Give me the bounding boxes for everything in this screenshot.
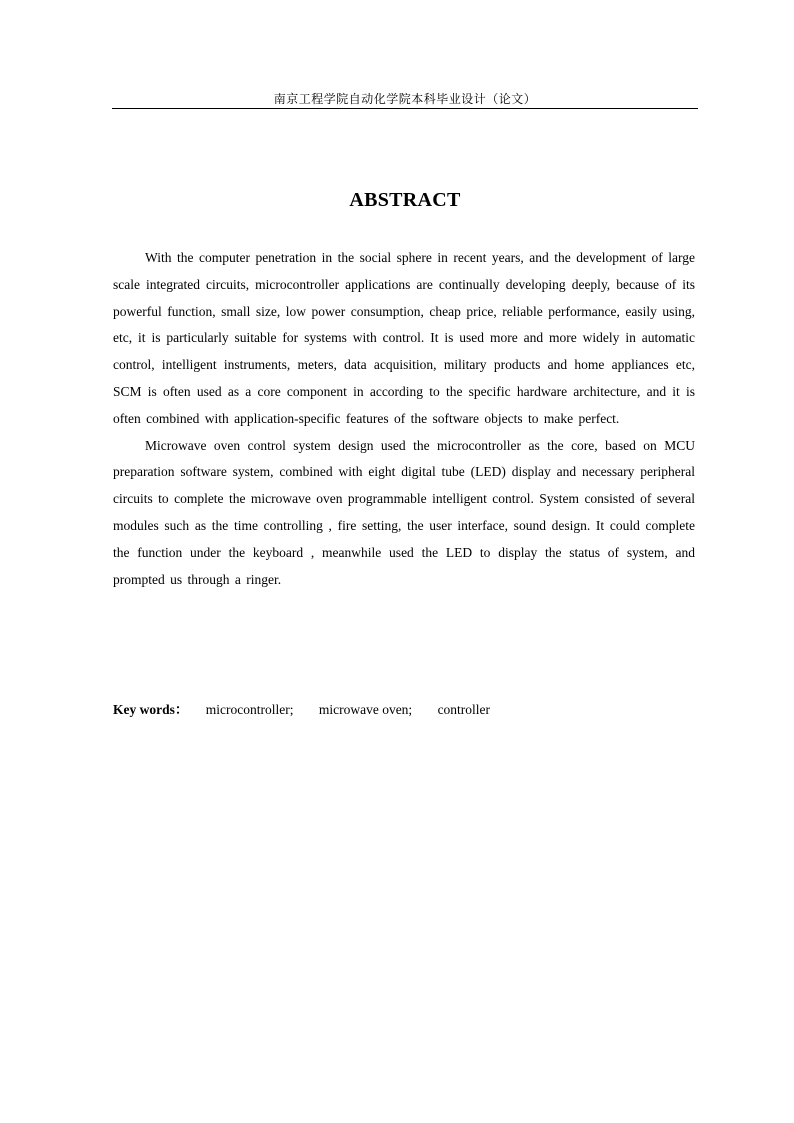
keywords-line xyxy=(113,698,695,722)
abstract-body xyxy=(113,245,695,593)
running-header: 南京工程学院自动化学院本科毕业设计（论文） xyxy=(273,92,537,106)
keyword: microwave oven; xyxy=(318,702,413,717)
keywords-label: Key words： xyxy=(113,702,189,717)
header-divider xyxy=(112,108,698,109)
abstract-paragraph: Microwave oven control system design used the microcontroller as the core, based on MCU preparation software system, combined with eight digital tube (LED) display and necessary peripheral circuits to complete the microwave oven programmable intelligent control. System consisted of several modules such as the time controlling , fire setting, the user interface, sound design. It could complete the function under the keyboard , meanwhile used the LED to display the status of system, and prompted us through a ringer. xyxy=(113,437,695,587)
abstract-paragraph: With the computer penetration in the social sphere in recent years, and the development of large scale integrated circuits, microcontroller applications are continually developing deeply, because of its powerful function, small size, low power consumption, cheap price, reliable performance, easily using, etc, it is particularly suitable for systems with control. It is used more and more widely in automatic control, intelligent instruments, meters, data acquisition, military products and home appliances etc, SCM is often used as a core component in according to the specific hardware architecture, and it is often combined with application-specific features of the software objects to make perfect. xyxy=(113,250,695,426)
keyword: controller xyxy=(437,702,491,717)
abstract-title: ABSTRACT xyxy=(349,189,461,211)
keyword: microcontroller; xyxy=(205,702,294,717)
